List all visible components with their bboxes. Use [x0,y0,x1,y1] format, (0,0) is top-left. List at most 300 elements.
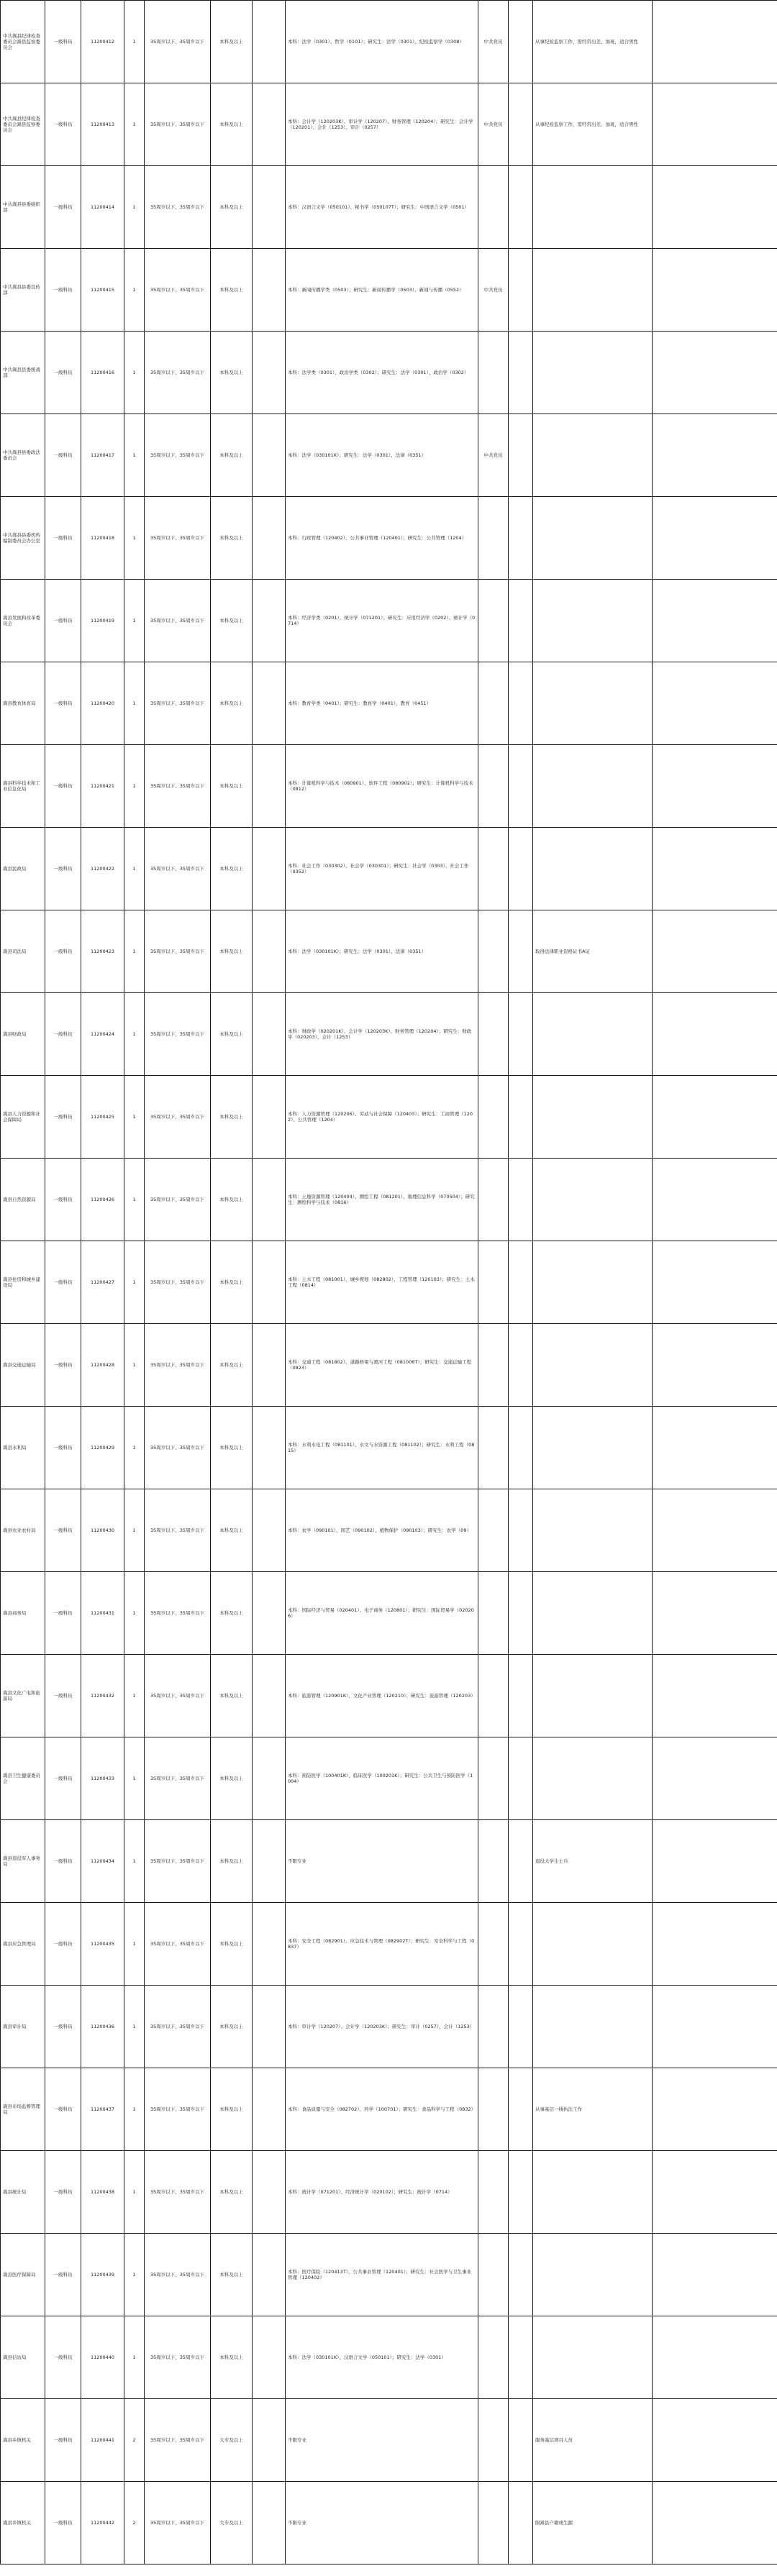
cell-remark: 服务基层项目人员 [533,2399,653,2482]
cell-unit: 嵩县文化广电和旅游局 [1,1655,45,1737]
cell-major: 本科：安全工程（082901）、应急技术与管理（082902T）；研究生：安全科学与工程（0837） [286,1903,478,1986]
table-row [1,1241,777,1324]
cell-count: 1 [124,662,145,745]
cell-education: 本科及以上 [211,497,253,580]
cell-remark: 取得法律职业资格证书A证 [533,910,653,993]
cell-other [509,1,533,83]
cell-major: 本科：土地资源管理（120404）、测绘工程（081201）、地理信息科学（070504）；研究生：测绘科学与技术（0816） [286,1159,478,1241]
cell-unit: 嵩县农业农村局 [1,1489,45,1572]
cell-education: 本科及以上 [211,1655,253,1737]
cell-remark [533,2316,653,2399]
cell-political-status [478,166,509,249]
cell-major: 本科：审计学（120207）、会计学（120203K）；研究生：审计（0257）、会计（1253） [286,1986,478,2068]
cell-other [509,249,533,332]
cell-degree [253,1,286,83]
cell-other [509,662,533,745]
cell-political-status [478,2316,509,2399]
cell-extra [653,1076,777,1159]
cell-extra [653,1324,777,1407]
cell-political-status [478,1159,509,1241]
cell-position: 一级科员 [45,2399,81,2482]
cell-education: 本科及以上 [211,1737,253,1820]
cell-age: 35周岁以下、35周岁以下 [145,1407,211,1489]
cell-remark [533,1655,653,1737]
table-row [1,249,777,332]
cell-code: 11200436 [81,1986,124,2068]
cell-degree [253,1159,286,1241]
cell-education: 大专及以上 [211,2482,253,2564]
cell-education: 本科及以上 [211,2068,253,2151]
cell-degree [253,828,286,910]
cell-count: 1 [124,2151,145,2234]
cell-political-status [478,1655,509,1737]
cell-extra [653,497,777,580]
cell-age: 35周岁以下、35周岁以下 [145,1655,211,1737]
cell-position: 一级科员 [45,2151,81,2234]
cell-extra [653,2234,777,2316]
table-row [1,2316,777,2399]
cell-count: 1 [124,1903,145,1986]
table-row [1,1572,777,1655]
cell-political-status [478,910,509,993]
table-row [1,580,777,662]
table-row [1,828,777,910]
table-row [1,745,777,828]
cell-unit: 嵩县乡镇机关 [1,2482,45,2564]
table-row [1,2482,777,2564]
cell-political-status [478,993,509,1076]
cell-position: 一级科员 [45,1076,81,1159]
cell-extra [653,83,777,166]
cell-unit: 嵩县商务局 [1,1572,45,1655]
cell-unit: 嵩县卫生健康委员会 [1,1737,45,1820]
cell-political-status [478,1986,509,2068]
cell-political-status [478,1572,509,1655]
cell-education: 本科及以上 [211,83,253,166]
cell-age: 35周岁以下、35周岁以下 [145,2399,211,2482]
cell-extra [653,993,777,1076]
cell-code: 11200437 [81,2068,124,2151]
cell-major: 不限专业 [286,2399,478,2482]
table-row [1,662,777,745]
cell-remark [533,414,653,497]
cell-remark [533,1986,653,2068]
cell-count: 1 [124,414,145,497]
cell-count: 1 [124,745,145,828]
cell-unit: 中共嵩县县委政法委员会 [1,414,45,497]
cell-extra [653,580,777,662]
cell-age: 35周岁以下、35周岁以下 [145,2482,211,2564]
cell-count: 1 [124,2234,145,2316]
cell-major: 本科：社会工作（030302）、社会学（030301）；研究生：社会学（0303）、社会工作（0352） [286,828,478,910]
cell-major: 本科：医疗保险（120413T）、公共事业管理（120401）；研究生：社会医学与卫生事业管理（120402） [286,2234,478,2316]
cell-age: 35周岁以下、35周岁以下 [145,332,211,414]
cell-age: 35周岁以下、35周岁以下 [145,745,211,828]
cell-position: 一级科员 [45,662,81,745]
cell-extra [653,1,777,83]
cell-code: 11200414 [81,166,124,249]
cell-count: 1 [124,1407,145,1489]
cell-degree [253,1324,286,1407]
cell-remark: 从事纪检监察工作，需经常出差、加班，适合男性 [533,83,653,166]
cell-other [509,332,533,414]
cell-other [509,1159,533,1241]
cell-position: 一级科员 [45,2234,81,2316]
cell-position: 一级科员 [45,2482,81,2564]
cell-position: 一级科员 [45,1324,81,1407]
cell-unit: 嵩县教育体育局 [1,662,45,745]
cell-position: 一级科员 [45,249,81,332]
cell-major: 本科：法学类（0301）、政治学类（0302）；研究生：法学（0301）、政治学（0302） [286,332,478,414]
table-row [1,1159,777,1241]
cell-political-status [478,1324,509,1407]
cell-age: 35周岁以下、35周岁以下 [145,828,211,910]
cell-extra [653,1489,777,1572]
cell-political-status: 中共党员 [478,414,509,497]
cell-position: 一级科员 [45,1,81,83]
cell-code: 11200441 [81,2399,124,2482]
cell-education: 本科及以上 [211,1489,253,1572]
cell-count: 1 [124,910,145,993]
cell-age: 35周岁以下、35周岁以下 [145,1820,211,1903]
cell-code: 11200427 [81,1241,124,1324]
cell-extra [653,1241,777,1324]
cell-unit: 嵩县水利局 [1,1407,45,1489]
table-row [1,910,777,993]
cell-age: 35周岁以下、35周岁以下 [145,1241,211,1324]
cell-code: 11200430 [81,1489,124,1572]
table-row [1,993,777,1076]
cell-remark [533,249,653,332]
cell-remark [533,332,653,414]
cell-political-status [478,580,509,662]
cell-political-status [478,2068,509,2151]
cell-unit: 嵩县发展和改革委员会 [1,580,45,662]
cell-remark: 限嵩县户籍或生源 [533,2482,653,2564]
cell-political-status [478,497,509,580]
cell-other [509,1489,533,1572]
cell-count: 1 [124,1820,145,1903]
cell-degree [253,2482,286,2564]
cell-other [509,2068,533,2151]
cell-major: 本科：计算机科学与技术（080901）、软件工程（080902）；研究生：计算机科学与技术（0812） [286,745,478,828]
table-row [1,2068,777,2151]
cell-degree [253,1572,286,1655]
cell-other [509,2234,533,2316]
cell-political-status [478,1241,509,1324]
cell-other [509,1324,533,1407]
cell-count: 1 [124,1324,145,1407]
cell-education: 本科及以上 [211,910,253,993]
cell-education: 本科及以上 [211,1,253,83]
table-row [1,1655,777,1737]
cell-major: 本科：行政管理（120402）、公共事业管理（120401）；研究生：公共管理（1204） [286,497,478,580]
cell-age: 35周岁以下、35周岁以下 [145,1076,211,1159]
cell-extra [653,2482,777,2564]
cell-remark [533,1159,653,1241]
cell-other [509,828,533,910]
cell-other [509,166,533,249]
cell-major: 本科：新闻传播学类（0503）；研究生：新闻传播学（0503）、新闻与传播（0552） [286,249,478,332]
cell-remark [533,828,653,910]
cell-remark [533,1572,653,1655]
cell-political-status: 中共党员 [478,1,509,83]
cell-age: 35周岁以下、35周岁以下 [145,1986,211,2068]
cell-political-status [478,332,509,414]
cell-extra [653,1407,777,1489]
cell-degree [253,580,286,662]
cell-position: 一级科员 [45,1903,81,1986]
cell-position: 一级科员 [45,414,81,497]
cell-count: 1 [124,1,145,83]
cell-position: 一级科员 [45,1737,81,1820]
cell-extra [653,2068,777,2151]
cell-remark [533,2151,653,2234]
cell-position: 一级科员 [45,2068,81,2151]
cell-remark [533,745,653,828]
cell-extra [653,1655,777,1737]
cell-age: 35周岁以下、35周岁以下 [145,910,211,993]
cell-age: 35周岁以下、35周岁以下 [145,2234,211,2316]
cell-position: 一级科员 [45,1986,81,2068]
cell-education: 本科及以上 [211,2316,253,2399]
cell-position: 一级科员 [45,580,81,662]
cell-degree [253,249,286,332]
cell-age: 35周岁以下、35周岁以下 [145,497,211,580]
cell-position: 一级科员 [45,1655,81,1737]
cell-major: 本科：统计学（071201）、经济统计学（020102）；研究生：统计学（0714） [286,2151,478,2234]
cell-count: 1 [124,828,145,910]
cell-code: 11200423 [81,910,124,993]
cell-degree [253,1076,286,1159]
cell-count: 2 [124,2482,145,2564]
cell-education: 本科及以上 [211,1324,253,1407]
cell-unit: 嵩县审计局 [1,1986,45,2068]
cell-position: 一级科员 [45,1489,81,1572]
cell-degree [253,497,286,580]
cell-code: 11200416 [81,332,124,414]
cell-degree [253,1903,286,1986]
table-row [1,414,777,497]
cell-count: 1 [124,249,145,332]
cell-degree [253,414,286,497]
cell-education: 本科及以上 [211,1241,253,1324]
cell-unit: 中共嵩县县委统战部 [1,332,45,414]
cell-unit: 嵩县人力资源和社会保障局 [1,1076,45,1159]
table-row [1,1903,777,1986]
cell-political-status [478,1903,509,1986]
cell-count: 1 [124,1159,145,1241]
cell-unit: 嵩县民政局 [1,828,45,910]
cell-code: 11200421 [81,745,124,828]
cell-code: 11200435 [81,1903,124,1986]
cell-age: 35周岁以下、35周岁以下 [145,662,211,745]
cell-education: 本科及以上 [211,1903,253,1986]
cell-other [509,1737,533,1820]
cell-education: 本科及以上 [211,828,253,910]
cell-count: 1 [124,1076,145,1159]
cell-unit: 嵩县统计局 [1,2151,45,2234]
cell-position: 一级科员 [45,1159,81,1241]
cell-unit: 嵩县信访局 [1,2316,45,2399]
cell-other [509,745,533,828]
cell-count: 1 [124,580,145,662]
cell-position: 一级科员 [45,1241,81,1324]
cell-position: 一级科员 [45,497,81,580]
cell-degree [253,1241,286,1324]
cell-code: 11200442 [81,2482,124,2564]
cell-count: 1 [124,2316,145,2399]
cell-other [509,1903,533,1986]
cell-education: 本科及以上 [211,414,253,497]
cell-extra [653,2316,777,2399]
cell-code: 11200426 [81,1159,124,1241]
cell-unit: 嵩县财政局 [1,993,45,1076]
cell-education: 本科及以上 [211,2151,253,2234]
cell-other [509,83,533,166]
cell-other [509,1076,533,1159]
cell-unit: 嵩县司法局 [1,910,45,993]
cell-education: 本科及以上 [211,249,253,332]
cell-education: 大专及以上 [211,2399,253,2482]
cell-extra [653,332,777,414]
table-row [1,2399,777,2482]
cell-other [509,2151,533,2234]
cell-major: 本科：法学（030101K）；研究生：法学（0301）、法律（0351） [286,414,478,497]
cell-major: 本科：经济学类（0201）、统计学（071201）；研究生：应用经济学（0202）、统计学（0714） [286,580,478,662]
cell-remark [533,1489,653,1572]
cell-degree [253,83,286,166]
cell-extra [653,1737,777,1820]
cell-position: 一级科员 [45,745,81,828]
cell-political-status [478,1820,509,1903]
cell-age: 35周岁以下、35周岁以下 [145,2151,211,2234]
cell-extra [653,1903,777,1986]
table-row [1,1076,777,1159]
cell-code: 11200439 [81,2234,124,2316]
cell-extra [653,745,777,828]
cell-age: 35周岁以下、35周岁以下 [145,2316,211,2399]
cell-major: 本科：交通工程（081802）、道路桥梁与渡河工程（081006T）；研究生：交通运输工程（0823） [286,1324,478,1407]
cell-code: 11200434 [81,1820,124,1903]
cell-remark: 退役大学生士兵 [533,1820,653,1903]
cell-degree [253,1655,286,1737]
table-row [1,1,777,83]
cell-political-status [478,1737,509,1820]
cell-unit: 嵩县应急管理局 [1,1903,45,1986]
cell-education: 本科及以上 [211,1820,253,1903]
cell-code: 11200417 [81,414,124,497]
cell-remark [533,662,653,745]
cell-age: 35周岁以下、35周岁以下 [145,580,211,662]
cell-age: 35周岁以下、35周岁以下 [145,414,211,497]
cell-age: 35周岁以下、35周岁以下 [145,1572,211,1655]
table-row [1,497,777,580]
cell-degree [253,2151,286,2234]
cell-position: 一级科员 [45,332,81,414]
cell-remark [533,1076,653,1159]
cell-position: 一级科员 [45,1820,81,1903]
cell-extra [653,662,777,745]
cell-code: 11200438 [81,2151,124,2234]
table-row [1,166,777,249]
cell-major: 本科：预防医学（100401K）、临床医学（100201K）；研究生：公共卫生与预防医学（1004） [286,1737,478,1820]
cell-position: 一级科员 [45,993,81,1076]
cell-age: 35周岁以下、35周岁以下 [145,993,211,1076]
cell-degree [253,2068,286,2151]
cell-unit: 中共嵩县县委机构编制委员会办公室 [1,497,45,580]
cell-political-status [478,1076,509,1159]
cell-major: 本科：农学（090101）、园艺（090102）、植物保护（090103）；研究生：农学（09） [286,1489,478,1572]
cell-major: 本科：法学（0301）、哲学（0101）；研究生：法学（0301）、纪检监察学（0308） [286,1,478,83]
cell-education: 本科及以上 [211,1159,253,1241]
cell-political-status [478,1407,509,1489]
cell-unit: 嵩县市场监督管理局 [1,2068,45,2151]
cell-code: 11200429 [81,1407,124,1489]
cell-major: 本科：法学（030101K）；研究生：法学（0301）、法律（0351） [286,910,478,993]
cell-political-status [478,662,509,745]
cell-extra [653,1986,777,2068]
cell-count: 2 [124,2399,145,2482]
cell-unit: 中共嵩县县委组织部 [1,166,45,249]
cell-degree [253,1489,286,1572]
cell-code: 11200418 [81,497,124,580]
cell-age: 35周岁以下、35周岁以下 [145,2068,211,2151]
cell-degree [253,2316,286,2399]
cell-extra [653,910,777,993]
cell-major: 本科：水利水电工程（081101）、水文与水资源工程（081102）；研究生：水利工程（0815） [286,1407,478,1489]
cell-other [509,2316,533,2399]
cell-extra [653,2399,777,2482]
cell-other [509,1407,533,1489]
cell-code: 11200415 [81,249,124,332]
cell-major: 本科：教育学类（0401）；研究生：教育学（0401）、教育（0451） [286,662,478,745]
cell-position: 一级科员 [45,828,81,910]
cell-major: 本科：汉语言文学（050101）、秘书学（050107T）；研究生：中国语言文学（0501） [286,166,478,249]
cell-unit: 嵩县医疗保障局 [1,2234,45,2316]
table-row [1,1820,777,1903]
cell-unit: 嵩县交通运输局 [1,1324,45,1407]
cell-education: 本科及以上 [211,2234,253,2316]
cell-political-status: 中共党员 [478,83,509,166]
cell-code: 11200424 [81,993,124,1076]
cell-major: 本科：土木工程（081001）、城乡规划（082802）、工程管理（120103）；研究生：土木工程（0814） [286,1241,478,1324]
cell-code: 11200413 [81,83,124,166]
cell-remark [533,1241,653,1324]
cell-other [509,2482,533,2564]
cell-position: 一级科员 [45,83,81,166]
cell-count: 1 [124,1737,145,1820]
cell-political-status [478,2151,509,2234]
cell-other [509,1820,533,1903]
cell-unit: 中共嵩县纪律检查委员会嵩县监察委员会 [1,1,45,83]
cell-code: 11200422 [81,828,124,910]
cell-code: 11200428 [81,1324,124,1407]
cell-education: 本科及以上 [211,1986,253,2068]
cell-code: 11200419 [81,580,124,662]
cell-political-status [478,2399,509,2482]
cell-major: 本科：法学（030101K）、汉语言文学（050101）；研究生：法学（0301） [286,2316,478,2399]
table-row [1,83,777,166]
cell-unit: 嵩县科学技术和工业信息化局 [1,745,45,828]
cell-code: 11200420 [81,662,124,745]
cell-age: 35周岁以下、35周岁以下 [145,1489,211,1572]
cell-age: 35周岁以下、35周岁以下 [145,1159,211,1241]
cell-education: 本科及以上 [211,332,253,414]
cell-unit: 中共嵩县县委宣传部 [1,249,45,332]
cell-code: 11200425 [81,1076,124,1159]
cell-age: 35周岁以下、35周岁以下 [145,166,211,249]
